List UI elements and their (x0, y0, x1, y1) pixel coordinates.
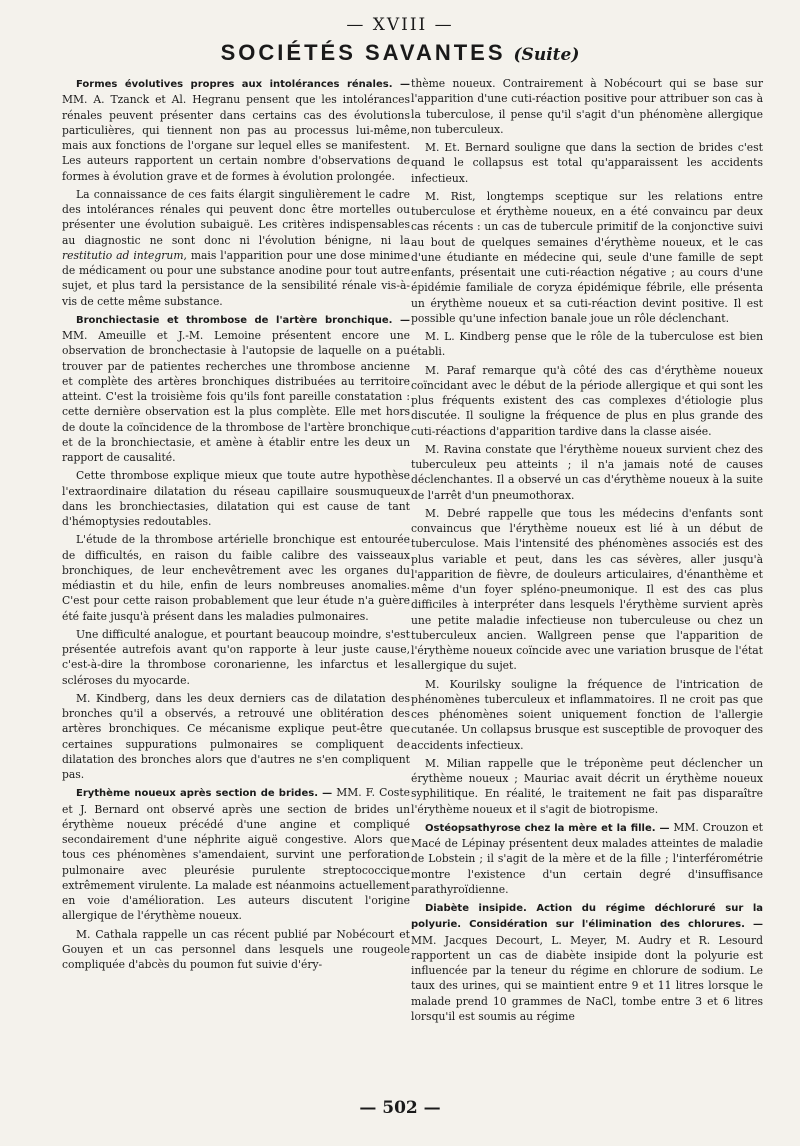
running-header-numeral: — XVIII — (346, 15, 454, 35)
title-suffix: (Suite) (513, 45, 580, 65)
paragraph: thème noueux. Contrairement à Nobécourt qui se base sur l'apparition d'une cuti-réaction positive pour attribuer son cas à la tuberculose, il pense qu'il s'agit d'un phénomène allergique non tuberculeux. (411, 77, 763, 136)
right-column (411, 76, 763, 1027)
paragraph: Cette thrombose explique mieux que toute autre hypothèse l'extraordinaire dilatation du réseau capillaire sousmuqueux dans les bronchiectasies, dilatation qui est cause de tant d'hémoptysies redoutables. (62, 469, 410, 528)
paragraph: M. Rist, longtemps sceptique sur les relations entre tuberculose et érythème noueux, en a été convaincu par deux cas récents : un cas de tubercule primitif de la conjonctive suivi au bout de quelques semaines d'érythème noueux, et le cas d'une étudiante en médecine qui, seule d'une famille de sept enfants, présentait une cuti-réaction négative ; au cours d'une épidémie familiale de coryza épidémique fébrile, elle présenta un érythème noueux et sa cuti-réaction devint positive. Il est possible qu'une infection banale joue un rôle déclenchant. (411, 189, 763, 325)
paragraph (62, 187, 410, 309)
paragraph-text: MM. Jacques Decourt, L. Meyer, M. Audry et R. Lesourd rapportent un cas de diabète insipide dont la polyurie est influencée par la teneur du régime en chlorure de sodium. Le taux des urines, qui se maintient entre 9 et 11 litres lorsque le malade prend 10 grammes de NaCl, tombe entre 3 et 6 litres lorsqu'il est soumis au régime (411, 933, 763, 1023)
paragraph-text: MM. Crouzon et Macé de Lépinay présentent deux malades atteintes de maladie de Lobstein ; il s'agit de la mère et de la fille ; l'interférométrie montre l'existence d'un certain degré d'insuffisance parathyroïdienne. (411, 820, 763, 896)
paragraph: Une difficulté analogue, et pourtant beaucoup moindre, s'est présentée autrefois avant qu'on rapporte à leur juste cause, c'est-à-dire la thrombose coronarienne, les infarctus et les scléroses du myocarde. (62, 627, 410, 687)
section-paragraph (411, 900, 763, 1024)
section-heading: Formes évolutives propres aux intolérances rénales. — (76, 79, 410, 90)
section-heading: Bronchiectasie et thrombose de l'artère bronchique. — (76, 314, 410, 326)
section-heading: Ostéopsathyrose chez la mère et la fille. — (425, 822, 670, 834)
page-number: — 502 — (359, 1098, 441, 1118)
paragraph: M. Cathala rappelle un cas récent publié par Nobécourt et Gouyen et un cas personnel dans lesquels une rougeole compliquée d'abcès du poumon fut suivie d'éry- (62, 927, 410, 971)
paragraph: M. Et. Bernard souligne que dans la section de brides c'est quand le collapsus est total qu'apparaissent les accidents infectieux. (411, 141, 763, 185)
left-column (62, 76, 410, 975)
page-title (0, 40, 800, 66)
section-heading: Erythème noueux après section de brides. — (76, 788, 333, 800)
title-text: SOCIÉTÉS SAVANTES (220, 40, 506, 65)
section-paragraph (411, 820, 763, 897)
paragraph: M. Paraf remarque qu'à côté des cas d'érythème noueux coïncidant avec le début de la période allergique et qui sont les plus fréquents existent des cas complexes d'étiologie plus discutée. Il souligne la fréquence de plus en plus grande des cuti-réactions d'apparition tardive dans la classe aisée. (411, 363, 763, 438)
section-paragraph (62, 76, 410, 184)
paragraph-text: , mais l'apparition pour une dose minime de médicament ou pour une substance anodine pour tout autre sujet, et plus tard la persistance de la sensibilité rénale vis-à-vis de cette même substance. (62, 248, 410, 308)
section-heading: Diabète insipide. Action du régime déchloruré sur la polyurie. Considération sur l'élimination des chlorures. — (411, 903, 763, 931)
paragraph: M. Kourilsky souligne la fréquence de l'intrication de phénomènes tuberculeux et inflammatoires. Il ne croit pas que ces phénomènes soient uniquement fonction de l'allergie cutanée. Un collapsus brusque est susceptible de provoquer des accidents infectieux. (411, 677, 763, 752)
paragraph: L'étude de la thrombose artérielle bronchique est entourée de difficultés, en raison du faible calibre des vaisseaux bronchiques, de leur enchevêtrement avec les organes du médiastin et du hile, enfin de leurs nombreuses anomalies. C'est pour cette raison probablement que leur étude n'a guère été faite jusqu'à présent dans les maladies pulmonaires. (62, 533, 410, 623)
paragraph: M. L. Kindberg pense que le rôle de la tuberculose est bien établi. (411, 330, 763, 359)
paragraph: M. Ravina constate que l'érythème noueux survient chez des tuberculeux peu atteints ; il n'a jamais noté de causes déclenchantes. Il a observé un cas d'érythème noueux à la suite de l'arrêt d'un pneumothorax. (411, 442, 763, 502)
paragraph: M. Kindberg, dans les deux derniers cas de dilatation des bronches qu'il a observés, a retrouvé une oblitération des artères bronchiques. Ce mécanisme explique peut-être que certaines suppurations pulmonaires se compliquent de dilatation des bronches alors que d'autres ne s'en compliquent pas. (62, 691, 410, 781)
paragraph-text: MM. A. Tzanck et Al. Hegranu pensent que les intolérances rénales peuvent présenter dans certains cas des évolutions particulières, qui tiennent non pas au processus lui-même, mais aux fonctions de l'organe sur lequel elles se manifestent. Les auteurs rapportent un certain nombre d'observations de formes à évolution grave et de formes à évolution prolongée. (62, 93, 410, 183)
paragraph: M. Debré rappelle que tous les médecins d'enfants sont convaincus que l'érythème noueux est lié à un début de tuberculose. Mais l'intensité des phénomènes associés est des plus variable et peut, dans les cas sévères, aller jusqu'à l'apparition de fièvre, de douleurs articulaires, d'énanthème et même d'un foyer spléno-pneumonique. Il est des cas plus difficiles à interpréter dans lesquels l'érythème survient après une petite maladie infectieuse non tuberculeuse ou chez un tuberculeux ancien. Wallgreen pense que l'apparition de l'érythème noueux coïncide avec une variation brusque de l'état allergique du sujet. (411, 506, 763, 673)
paragraph-text: MM. Ameuille et J.-M. Lemoine présentent encore une observation de bronchectasie à l'autopsie de laquelle on a pu trouver par de patientes recherches une thrombose ancienne et complète des artères bronchiques distribuées au territoire atteint. C'est la troisième fois qu'ils font pareille constatation : cette dernière observation est la plus complète. Elle met hors de doute la coïncidence de la thrombose de l'artère bronchique et de la bronchiectasie, et amène à établir entre les deux un rapport de causalité. (62, 329, 410, 464)
section-paragraph (62, 312, 410, 466)
section-paragraph (62, 785, 410, 923)
paragraph-text: La connaissance de ces faits élargit singulièrement le cadre des intolérances rénales qui peuvent donc être mortelles ou présenter une évolution subaiguë. Les critères indispensables au diagnostic ne sont donc ni l'évolution bénigne, ni la (62, 187, 410, 247)
paragraph: M. Milian rappelle que le tréponème peut déclencher un érythème noueux ; Mauriac avait décrit un érythème noueux syphilitique. En réalité, le traitement ne fait pas disparaître l'érythème noueux et il s'agit de biotropisme. (411, 756, 763, 816)
latin-phrase: restitutio ad integrum (62, 248, 184, 262)
paragraph-text: MM. F. Coste et J. Bernard ont observé après une section de brides un érythème noueux précédé d'une angine et compliqué secondairement d'une néphrite aiguë congestive. Alors que tous ces phénomènes s'amendaient, survint une perforation pulmonaire avec pleurésie purulente streptococcique extrêmement virulente. La malade est néanmoins actuellement en voie d'amélioration. Les auteurs discutent l'origine allergique de l'érythème noueux. (62, 786, 410, 923)
